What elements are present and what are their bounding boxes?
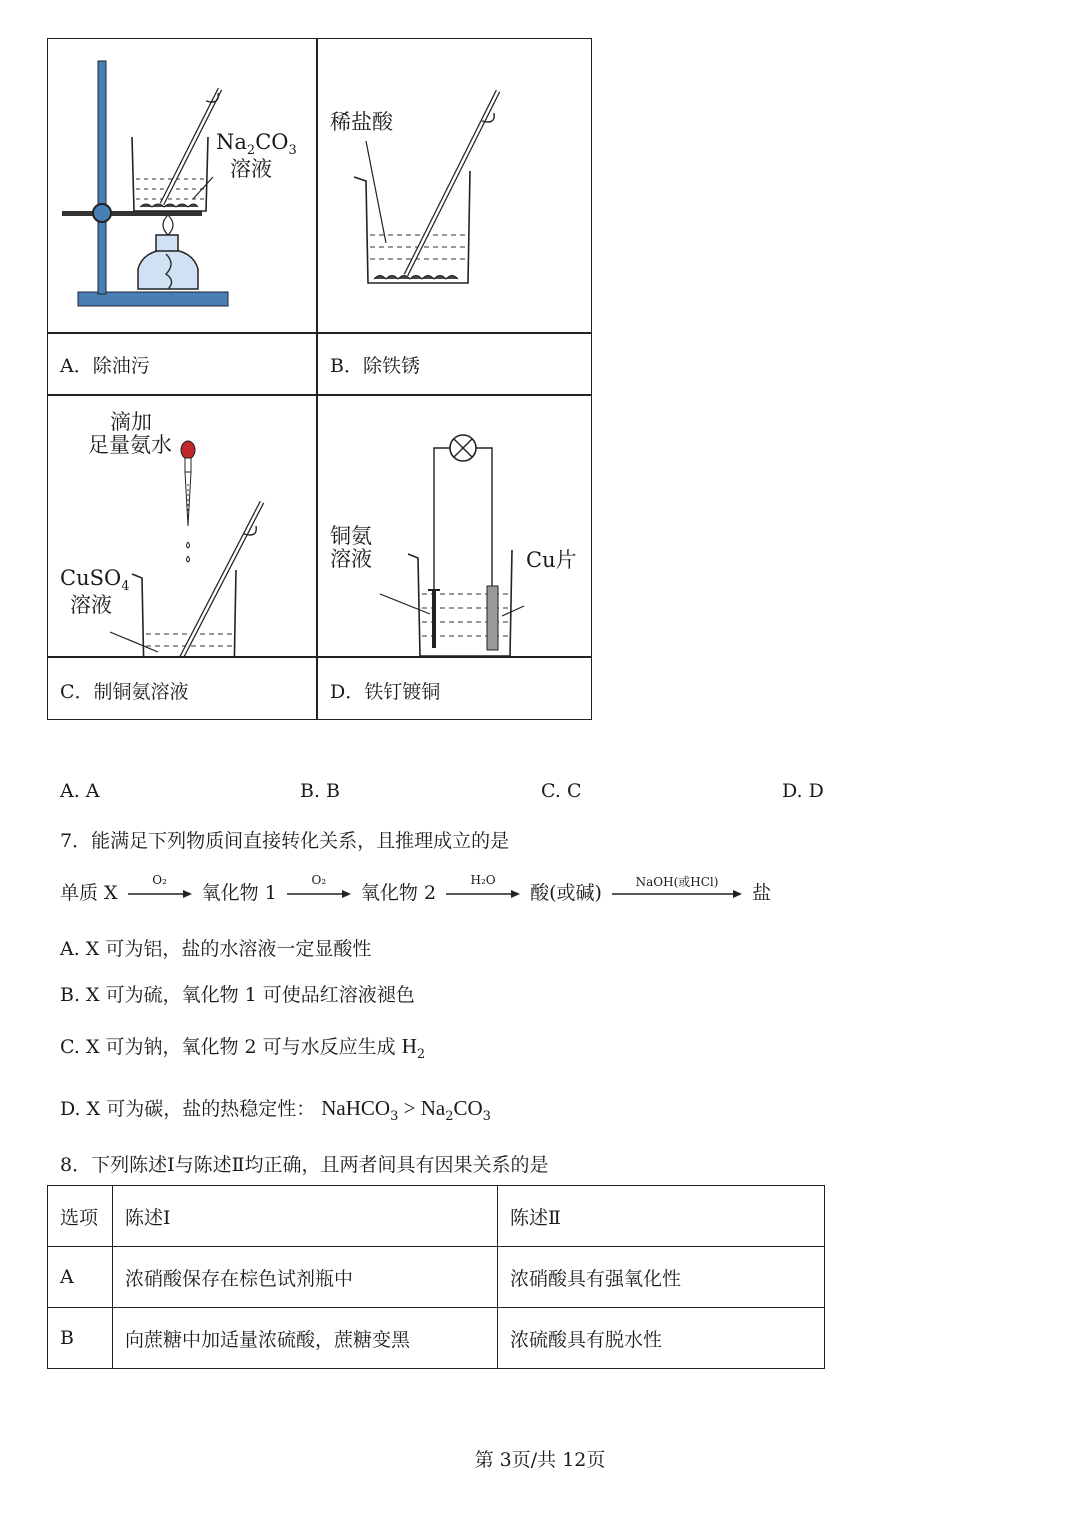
panel-a-caption: A．除油污 [60,355,150,377]
q7-option-d: D. X 可为碳，盐的热稳定性： NaHCO$_3$ > $Na_2CO_3$ [60,1096,491,1124]
table-cell: 浓硝酸保存在棕色试剂瓶中 [113,1247,498,1308]
arrow-h2o: H₂O [446,889,520,899]
table-cell: 浓硝酸具有强氧化性 [498,1247,825,1308]
table-row [48,1247,825,1308]
table-cell: B [48,1308,113,1369]
panel-b-apparatus [316,39,593,332]
page-footer: 第 3页/共 12页 [474,1449,606,1471]
arrow-o2-2: O₂ [287,889,351,899]
panel-c-caption: C．制铜氨溶液 [60,681,189,703]
q8-table [47,1185,825,1369]
q8-stem: 8．下列陈述Ⅰ与陈述Ⅱ均正确，且两者间具有因果关系的是 [60,1154,549,1176]
q6-option-d: D. D [782,780,824,802]
table-header-cell: 陈述Ⅱ [498,1186,825,1247]
experiment-figure [47,38,592,720]
panel-a-apparatus [48,39,316,332]
panel-d-solution-label: 铜氨 溶液 [330,524,372,572]
table-cell: 浓硫酸具有脱水性 [498,1308,825,1369]
chain-oxide-2: 氧化物 2 [360,882,437,904]
q7-conversion-chain [60,873,772,905]
chain-start: 单质 X [60,882,118,904]
chain-oxide-1: 氧化物 1 [201,882,277,904]
q7-stem: 7．能满足下列物质间直接转化关系，且推理成立的是 [60,830,510,852]
table-header-cell: 陈述Ⅰ [113,1186,498,1247]
panel-c-reagent-label: 滴加 足量氨水 [88,410,172,458]
table-row [48,1308,825,1369]
panel-d-cu-label: Cu片 [526,548,577,572]
chain-acid-or-base: 酸(或碱) [530,882,602,904]
grid-divider [48,656,591,658]
panel-c-solution-label: CuSO$_4$ 溶液 [60,566,130,618]
q6-option-c: C. C [541,780,582,802]
table-header-row [48,1186,825,1247]
panel-b-label: 稀盐酸 [330,110,393,134]
q7-option-b: B. X 可为硫，氧化物 1 可使品红溶液褪色 [60,984,415,1006]
table-cell: 向蔗糖中加适量浓硫酸，蔗糖变黑 [113,1308,498,1369]
arrow-o2-1: O₂ [128,889,192,899]
q7-option-c: C. X 可为钠，氧化物 2 可与水反应生成 $H_2$ [60,1034,426,1062]
q6-option-a: A. A [60,780,100,802]
panel-d-caption: D．铁钉镀铜 [330,681,441,703]
panel-b-caption: B．除铁锈 [330,355,420,377]
table-header-cell: 选项 [48,1186,113,1247]
chain-salt: 盐 [752,882,772,904]
panel-a-label: $Na_2CO_3$ 溶液 [216,130,297,182]
grid-divider [48,332,591,334]
q7-option-a: A. X 可为铝，盐的水溶液一定显酸性 [60,938,372,960]
arrow-naoh-hcl: NaOH(或HCl) [612,889,742,899]
table-cell: A [48,1247,113,1308]
q6-option-b: B. B [300,780,341,802]
